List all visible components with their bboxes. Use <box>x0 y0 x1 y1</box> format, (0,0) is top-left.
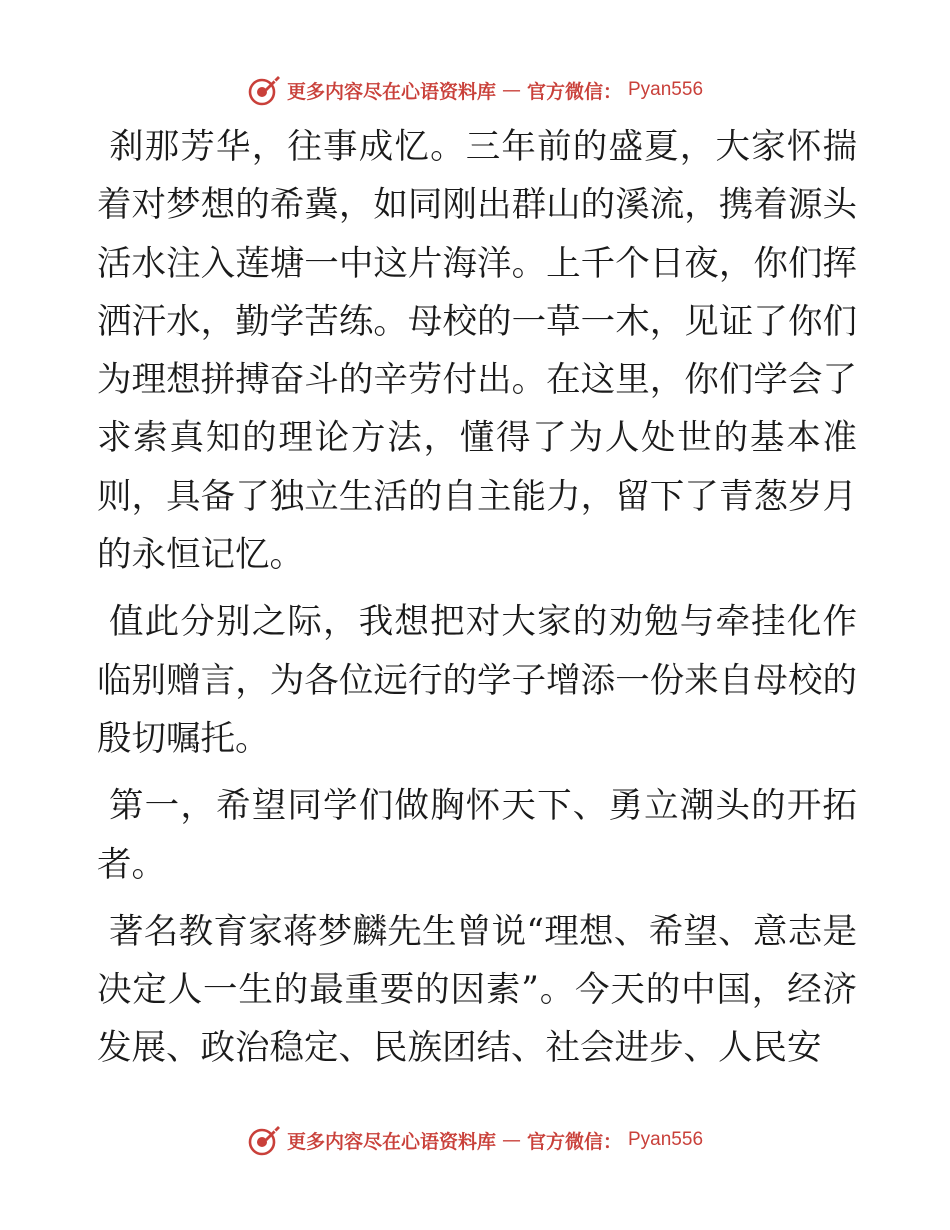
banner-wechat-id: Pyan556 <box>628 1129 704 1150</box>
banner-brand-text: 更多内容尽在心语资料库 <box>286 80 496 103</box>
banner-dash: — <box>501 79 521 101</box>
paragraph-farewell: 值此分别之际，我想把对大家的劝勉与牵挂化作临别赠言，为各位远行的学子增添一份来自母校的殷切嘱托。 <box>97 602 857 759</box>
paragraph-first-hope: 第一，希望同学们做胸怀天下、勇立潮头的开拓者。 <box>97 786 857 885</box>
banner-dash: — <box>501 1129 521 1151</box>
pen-logo-icon <box>247 1123 281 1157</box>
banner-brand-text: 更多内容尽在心语资料库 <box>286 1130 496 1153</box>
document-body <box>97 118 857 1087</box>
banner-wechat-label: 官方微信： <box>526 80 622 103</box>
header-banner <box>0 70 950 110</box>
paragraph-quote: 著名教育家蒋梦麟先生曾说“理想、希望、意志是决定人一生的最重要的因素”。今天的中国，经济发展、政治稳定、民族团结、社会进步、人民安 <box>97 911 857 1069</box>
banner-wechat-label: 官方微信： <box>526 1130 622 1153</box>
banner-wechat-id: Pyan556 <box>628 79 704 100</box>
footer-banner <box>0 1120 950 1160</box>
paragraph-recollection: 刹那芳华，往事成忆。三年前的盛夏，大家怀揣着对梦想的希冀，如同刚出群山的溪流，携着源头活水注入莲塘一中这片海洋。上千个日夜，你们挥洒汗水，勤学苦练。母校的一草一木，见证了你们为理想拼搏奋斗的辛劳付出。在这里，你们学会了求索真知的理论方法，懂得了为人处世的基本准则，具备了独立生活的自主能力，留下了青葱岁月的永恒记忆。 <box>97 127 857 576</box>
pen-logo-icon <box>247 73 281 107</box>
